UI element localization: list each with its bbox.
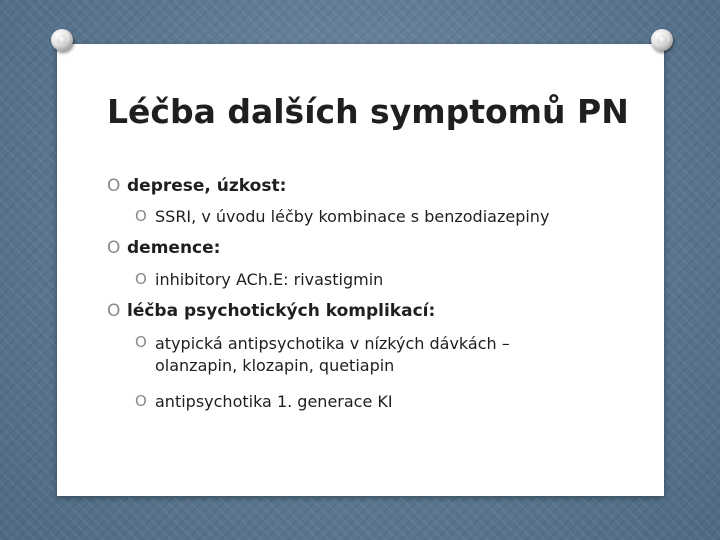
bullet-text: antipsychotika 1. generace KI xyxy=(155,392,393,411)
pushpin-right-icon xyxy=(651,29,673,51)
bullet-text: léčba psychotických komplikací: xyxy=(127,301,436,321)
bullet-marker-icon: O xyxy=(135,270,147,288)
bullet-text: inhibitory ACh.E: rivastigmin xyxy=(155,270,384,289)
sub-bullet-item xyxy=(135,270,383,289)
bullet-marker-icon: O xyxy=(135,207,147,225)
bullet-marker-icon: O xyxy=(107,301,121,321)
bullet-text: deprese, úzkost: xyxy=(127,176,287,196)
bullet-marker-icon: O xyxy=(107,176,121,196)
sub-bullet-item xyxy=(135,392,393,411)
bullet-text: atypická antipsychotika v nízkých dávkách – olanzapin, klozapin, quetiapin xyxy=(155,334,510,375)
bullet-item xyxy=(107,238,220,258)
bullet-marker-icon: O xyxy=(107,238,121,258)
slide-title: Léčba dalších symptomů PN xyxy=(107,92,629,131)
bullet-text: demence: xyxy=(127,238,221,258)
pushpin-left-icon xyxy=(51,29,73,51)
bullet-marker-icon: O xyxy=(135,333,147,351)
bullet-item xyxy=(107,301,435,321)
sub-bullet-item xyxy=(135,207,549,226)
bullet-text: SSRI, v úvodu léčby kombinace s benzodiazepiny xyxy=(155,207,550,226)
bullet-item xyxy=(107,176,286,196)
bullet-marker-icon: O xyxy=(135,392,147,410)
sub-bullet-item xyxy=(135,333,565,377)
